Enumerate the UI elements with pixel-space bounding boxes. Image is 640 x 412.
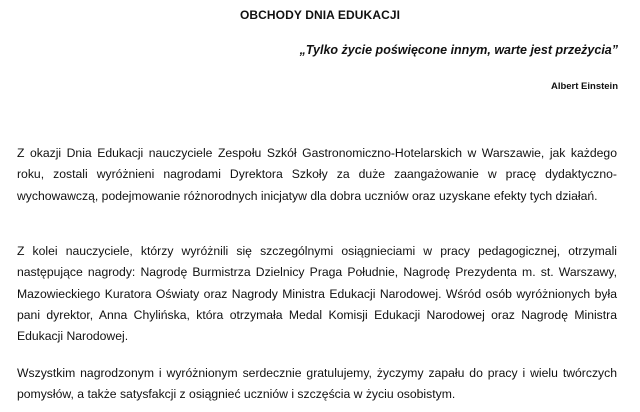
epigraph-author: Albert Einstein: [550, 81, 618, 92]
document-title: OBCHODY DNIA EDUKACJI: [239, 8, 401, 22]
paragraph-2: Z kolei nauczyciele, którzy wyróżnili się szczególnymi osiągnieciami w pracy pedagogicznej, otrzymali następujące nagrody: Nagrodę Burmistrza Dzielnicy Praga Południe, Nagrodę Prezydenta m. st. Warszawy, Mazowieckiego Kuratora Oświaty oraz Nagrody Ministra Edukacji Narodowej. Wśród osób wyróżnionych była pani dyrektor, Anna Chylińska, która otrzymała Medal Komisji Edukacji Narodowej oraz Nagrodę Ministra Edukacji Narodowej.: [17, 244, 617, 344]
epigraph-quote: „Tylko życie poświęcone innym, warte jest przeżycia”: [299, 43, 618, 57]
paragraph-1: Z okazji Dnia Edukacji nauczyciele Zespołu Szkół Gastronomiczno-Hotelarskich w Warszawie, jak każdego roku, zostali wyróżnieni nagrodami Dyrektora Szkoły za duże zaangażowanie w pracę dydaktyczno-wychowawczą, podejmowanie różnorodnych inicjatyw dla dobra uczniów oraz uzyskane efekty tych działań.: [17, 146, 617, 203]
paragraph-3: Wszystkim nagrodzonym i wyróżnionym serdecznie gratulujemy, życzymy zapału do pracy i wielu twórczych pomysłów, a także satysfakcji z osiągnieć uczniów i szczęścia w życiu osobistym.: [17, 366, 617, 402]
